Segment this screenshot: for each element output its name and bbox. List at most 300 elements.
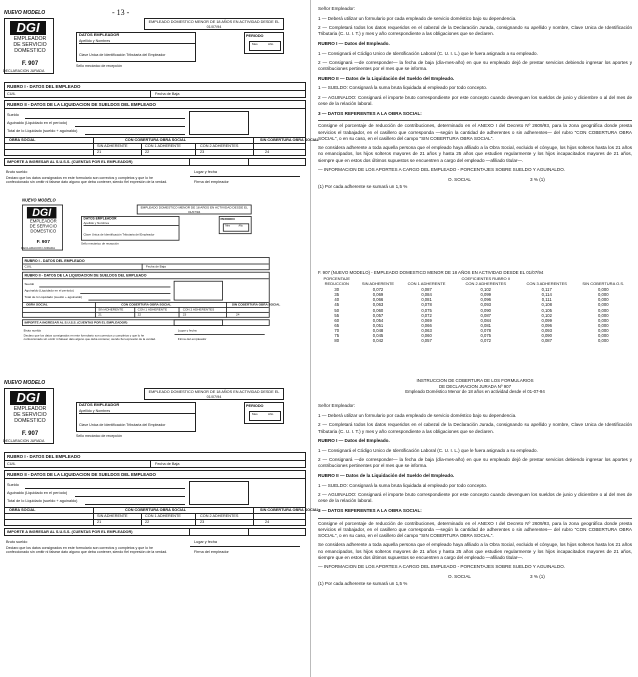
rubro1-p1: 1 — Consignará el Código Unico de Identificación Laboral (C. U. I. L.) que le fuera asignado a su empleado. (318, 50, 538, 56)
rule (75, 126, 185, 127)
form-title: EMPLEADO DOMESTICO MENOR DE 18 AÑOS EN ACTIVIDAD DESDE EL 01/07/94 (137, 205, 252, 215)
instructions-bottom (318, 378, 632, 591)
table-cell: 40 (334, 297, 340, 303)
period-mes: Mes (225, 224, 231, 228)
bottom-heading-1: INSTRUCCION DE COBERTURA DE LOS FORMULARIOS (416, 378, 534, 383)
rule (190, 546, 300, 547)
table-cell: 0,060 (372, 307, 384, 313)
table-cell: 0,093 (480, 302, 492, 308)
table-cell: 0,111 (541, 297, 552, 303)
rubro1-box (4, 452, 306, 468)
rubro2-p1: 1 — SUELDO: Consignará la suma bruta liquidada al empleado por todo concepto. (318, 85, 488, 91)
datos-title: DATOS EMPLEADOR (83, 216, 117, 221)
con-1-label: CON 1 ADHERENTE (145, 514, 181, 518)
apellido-field[interactable]: Apellido y Nombres (79, 39, 195, 44)
rule (75, 496, 185, 497)
rule (25, 488, 185, 489)
total-field[interactable]: Total de lo Liquidado (sueldo + aguinaldo) (7, 499, 78, 503)
con-1-label: CON 1 ADHERENTE (137, 307, 168, 312)
table-cell: 0,084 (421, 292, 432, 298)
instruction-p2: 2 — Completará todos los datos requeridos en el cabezal de la Declaración Jurada, consignando su apellido y nombre, Clave Unica de Identificación Tributaria (C. U. I. T.) y mes y año correspondiente a las obligaciones que se declaren. (318, 25, 632, 37)
instruction-p1: 1 — Deberá utilizar un formulario por cada empleado de servicio doméstico bajo su dependencia. (318, 15, 517, 21)
bottom-heading-3: Empleado Doméstico Menor de 18 años en actividad desde el 01-07-94 (405, 389, 545, 395)
rule (150, 90, 151, 98)
b-obra-social-p2: Se considera adherente a toda aquella persona que el empleado haya afiliado a la Obra Social, excluido el cónyuge, los hijos solteros hasta los 21 años no emancipados, los hijos solteros mayores de 21 años y hasta 25 años que estudien regularmente y los hijos incapacitados mayores de 21 años, siempre que en estos dos últimos supuestos se encuentren a cargo del empleado —afiliado titular—. (318, 542, 632, 560)
table-cell: 65 (334, 322, 340, 328)
rule (85, 134, 185, 135)
rule (5, 519, 305, 520)
rule (93, 137, 94, 156)
period-field[interactable] (223, 223, 249, 231)
period-box (244, 32, 284, 54)
aguinaldo-field[interactable]: Aguinaldo (Liquidado en el período) (7, 491, 68, 495)
b-footnote: (1) Por cada adherente se sumará un 1,5 % (318, 580, 408, 586)
table-cell: 0,081 (480, 322, 492, 328)
obra-social-label: OBRA SOCIAL (9, 508, 36, 512)
importe-amount[interactable] (189, 528, 249, 536)
rule (80, 293, 170, 294)
total-field[interactable]: Total de lo Liquidado (sueldo + aguinaldo) (7, 129, 78, 133)
sin-cobertura-label: SIN COBERTURA OBRA SOCIAL (231, 302, 281, 307)
cuit-field[interactable]: Clave Unica de Identificación Tributaria del Empleador (83, 233, 155, 237)
table-cell: 0,000 (598, 287, 609, 293)
datos-empleador-box (81, 216, 179, 241)
table-cell: 0,087 (541, 338, 552, 344)
firma-empleador-label: Firma del empleador (177, 337, 207, 341)
table-cell: 0,102 (541, 312, 552, 318)
period-anio: Año (268, 42, 274, 46)
code-23[interactable]: 23 (182, 312, 187, 317)
rule (142, 264, 143, 271)
logo-line: DE SERVICIO (13, 411, 47, 418)
importe-amount[interactable] (189, 158, 249, 166)
rubro2-box (4, 470, 319, 526)
table-cell: 0,108 (541, 302, 552, 308)
period-mes: Mes (252, 42, 258, 46)
table-cell: 0,066 (372, 297, 384, 303)
b-os-label: O. SOCIAL (448, 573, 471, 579)
dgi-logo-mark: DGI (27, 207, 57, 218)
importe-box (4, 158, 306, 166)
table-cell: 0,000 (598, 338, 609, 344)
nuevo-modelo-label: NUEVO MODELO (4, 10, 46, 16)
os-value: 3 % (1) (530, 176, 545, 182)
period-field[interactable] (249, 411, 281, 421)
rubro1-title: RUBRO I - DATOS DEL EMPLEADO (7, 84, 81, 89)
importe-label: IMPORTE A INGRESAR AL S.U.S.S. (CUENTAS POR EL EMPLEADOR) (24, 321, 128, 325)
con-2-label: CON 2 ADHERENTES (182, 307, 215, 312)
con-cobertura-label: CON COBERTURA OBRA SOCIAL (121, 302, 172, 307)
code-21[interactable]: 21 (97, 150, 102, 154)
rule (141, 513, 142, 526)
form-header (4, 388, 306, 450)
rule (88, 300, 170, 301)
table-cell: 0,057 (421, 338, 432, 344)
rubro2-title: RUBRO II - DATOS DE LA LIQUIDACION DE SUELDOS DEL EMPLEADO (24, 273, 147, 278)
table-cell: 0,099 (480, 292, 492, 298)
rule (5, 478, 305, 479)
rule (195, 143, 196, 156)
rule (85, 504, 185, 505)
rule (5, 108, 305, 109)
cuil-field[interactable]: CUIL (7, 92, 16, 96)
table-cell: COEFICIENTES RUBRO II (461, 276, 510, 282)
b-salutation: Señor Empleador: (318, 403, 356, 409)
rule (226, 302, 227, 318)
code-22[interactable]: 22 (145, 150, 150, 154)
table-cell: 0,060 (421, 333, 432, 339)
table-cell: 0,069 (421, 317, 432, 323)
code-23[interactable]: 23 (200, 520, 205, 524)
form-number: F. 907 (21, 431, 39, 437)
table-cell: 0,072 (480, 338, 492, 344)
obra-social-p2: Se considera adherente a toda aquella persona que el empleado haya afiliado a la Obra Social, excluido el cónyuge, los hijos solteros hasta los 21 años no emancipados, los hijos solteros mayores de 21 años y hasta 25 años que estudien regularmente y los hijos incapacitados mayores de 21 años, siempre que en estos dos últimos supuestos se encuentren a cargo del empleado —afiliado titular—. (318, 145, 632, 163)
table-cell: 30 (334, 287, 340, 293)
sueldo-field[interactable]: Sueldo (7, 483, 19, 487)
total-field[interactable]: Total de lo Liquidado (sueldo + aguinaldo) (24, 295, 83, 299)
b-rubro2-p1: 1 — SUELDO: Consignará la suma bruta liquidada al empleado por todo concepto. (318, 482, 488, 488)
coef-table-title: F. 907 (NUEVO MODELO) - EMPLEADO DOMESTICO MENOR DE 18 AÑOS EN ACTIVIDAD DESDE EL 01/07/94 (318, 270, 544, 275)
bruto-field[interactable]: Bruto sueldo (6, 170, 28, 174)
table-cell: 0,057 (372, 312, 384, 318)
bottom-heading-2: DE DECLARACION JURADA Nº 907 (438, 383, 512, 389)
period-label: PERIODO (220, 217, 235, 221)
table-header-row (318, 282, 632, 287)
sello-label: Sello mecánico de recepción (76, 434, 122, 438)
table-cell: REDUCCION (324, 281, 349, 287)
table-cell: 0,000 (598, 312, 609, 318)
code-24[interactable]: 24 (265, 520, 270, 524)
b-obra-social-box (318, 518, 632, 588)
lugar-fecha-label: Lugar y fecha (194, 170, 218, 174)
table-cell: 55 (334, 312, 340, 318)
sin-cobertura-label: SIN COBERTURA OBRA SOCIAL (260, 138, 319, 142)
table-cell: SIN ADHERENTE (361, 281, 395, 287)
apellido-field[interactable]: Apellido y Nombres (84, 222, 179, 226)
table-cell: 0,051 (372, 322, 384, 328)
table-cell: 0,087 (480, 312, 492, 318)
rule (150, 460, 151, 468)
obra-social-label: OBRA SOCIAL (26, 302, 48, 307)
table-cell: 0,117 (541, 287, 552, 293)
dgi-logo (4, 18, 54, 74)
form-title: EMPLEADO DOMESTICO MENOR DE 18 AÑOS EN ACTIVIDAD DESDE EL 01/07/94 (144, 388, 284, 400)
table-cell: 0,000 (598, 317, 609, 323)
logo-line: DOMESTICO (14, 417, 46, 424)
b-instruction-p2: 2 — Completará todos los datos requeridos en el cabezal de la Declaración Jurada, consignando su apellido y nombre, Clave Unica de Identificación Tributaria (C. U. I. T.) y mes y año correspondiente a las obligaciones que se declaren. (318, 422, 632, 434)
table-cell: 0,066 (421, 322, 432, 328)
logo-line: DE SERVICIO (29, 224, 57, 230)
rubro2-p2: 2 — AGUINALDO: Consignará el importe bruto correspondiente por este concepto cuando devenguen los sueldos de junio y diciembre o al del mes de cese de la relación laboral. (318, 95, 632, 107)
table-cell: 0,000 (598, 307, 609, 313)
rule (93, 507, 94, 526)
declaracion-text: Declaro que los datos consignados en este formulario son correctos y completos y que lo he confeccionado sin omitir ni falsear dato alguno que deba contener, siendo fiel expresión de la verdad. (23, 334, 156, 341)
logo-line: DOMESTICO (30, 229, 57, 235)
sin-adherente-label: SIN ADHERENTE (97, 144, 128, 148)
table-cell: 50 (334, 307, 340, 313)
table-cell: 0,096 (541, 322, 552, 328)
column-divider (310, 0, 311, 677)
importe-label: IMPORTE A INGRESAR AL S.U.S.S. (CUENTAS POR EL EMPLEADOR) (7, 530, 133, 534)
logo-line: DOMESTICO (14, 47, 46, 54)
table-cell: 0,114 (541, 292, 552, 298)
form-title: EMPLEADO DOMESTICO MENOR DE 18 AÑOS EN ACTIVIDAD DESDE EL 01/07/94 (144, 18, 284, 30)
obra-social-p1: Consigne el porcentaje de reducción de contribuciones, determinado en el ANEXO I del Decreto Nº 2609/93, para la zona geográfica donde presta servicios el trabajador, en el casillero que corresponda —según la cantidad de adherentes o sin adherentes— del rubro "CON COBERTURA OBRA SOCIAL", o en su caso, en el casillero del campo "SIN COBERTURA OBRA SOCIAL". (318, 123, 632, 141)
table-cell: 0,000 (598, 328, 609, 334)
lugar-fecha-label: Lugar y fecha (194, 540, 218, 544)
rule (5, 90, 305, 91)
code-24[interactable]: 24 (265, 150, 270, 154)
rule (253, 137, 254, 156)
logo-lines (24, 220, 62, 235)
period-box (219, 216, 252, 234)
rubro2-heading: RUBRO II — Datos de la Liquidación del Sueldo del Empleado. (318, 75, 455, 81)
logo-lines (7, 37, 53, 55)
cuit-field[interactable]: Clave Unica de Identificación Tributaria del Empleador (79, 423, 166, 427)
code-21[interactable]: 21 (98, 312, 102, 317)
datos-title: DATOS EMPLEADOR (79, 32, 120, 37)
logo-lines (7, 407, 53, 425)
table-cell: CON 3 ADHERENTES (526, 281, 567, 287)
logo-line: EMPLEADOR (13, 406, 47, 412)
importe-label: IMPORTE A INGRESAR AL S.U.S.S. (CUENTAS POR EL EMPLEADOR) (7, 160, 133, 164)
rubro1-p2: 2 — Consignará —de corresponder— la fecha de baja (día-mes-año) en que su empleado dejó de prestar servicios debiendo ingresar los aportes y contribuciones pertinentes por el mes que se informa. (318, 60, 632, 72)
table-cell: 60 (334, 317, 340, 323)
b-rubro2-p2: 2 — AGUINALDO: Consignará el importe bruto correspondiente por este concepto cuando devenguen los sueldos de junio y diciembre o al del mes de cese de la relación laboral. (318, 492, 632, 504)
rubro1-heading: RUBRO I — Datos del Empleado. (318, 40, 390, 46)
table-cell: 0,072 (372, 287, 384, 293)
fecha-baja-field[interactable]: Fecha de Baja (155, 92, 180, 96)
table-cell: 0,000 (598, 292, 609, 298)
dgi-logo (22, 205, 63, 251)
declaracion-text: Declaro que los datos consignados en este formulario son correctos y completos y que lo he confeccionado sin omitir ni falsear dato alguno que deba contener, siendo fiel expresión de la verdad. (6, 176, 168, 185)
table-cell: 0,105 (541, 307, 552, 313)
footnote: (1) Por cada adherente se sumará un 1,5 % (318, 183, 408, 189)
importe-amount[interactable] (174, 319, 223, 326)
sin-adherente-label: SIN ADHERENTE (97, 514, 128, 518)
nuevo-modelo-label: NUEVO MODELO (22, 198, 56, 203)
os-line (318, 177, 632, 184)
fecha-baja-field[interactable]: Fecha de Baja (155, 462, 180, 466)
aguinaldo-field[interactable]: Aguinaldo (Liquidado en el período) (7, 121, 68, 125)
instructions-top (318, 6, 632, 193)
table-cell: 0,096 (480, 297, 492, 303)
aguinaldo-field[interactable]: Aguinaldo (Liquidado en el período) (24, 289, 74, 293)
rule (195, 513, 196, 526)
table-cell: CON 1 ADHERENTE (407, 281, 446, 287)
cuil-field[interactable]: CUIL (24, 265, 32, 269)
table-cell: 0,000 (598, 322, 609, 328)
rubro1-box (22, 257, 270, 270)
period-field[interactable] (249, 41, 281, 51)
period-label: PERIODO (246, 404, 264, 408)
rule (39, 287, 170, 288)
table-cell: 80 (334, 338, 340, 344)
obra-social-label: OBRA SOCIAL (9, 138, 36, 142)
table-cell: 0,078 (480, 328, 492, 334)
dgi-logo (4, 388, 54, 444)
rule (5, 149, 305, 150)
table-cell: 0,093 (541, 328, 552, 334)
table-cell: 0,075 (480, 333, 492, 339)
table-cell: 0,099 (541, 317, 552, 323)
table-cell: 70 (334, 328, 340, 334)
bruto-field[interactable]: Bruto sueldo (23, 329, 42, 333)
amount-box[interactable] (189, 111, 249, 135)
importe-box (22, 319, 270, 326)
con-cobertura-label: CON COBERTURA OBRA SOCIAL (125, 138, 187, 142)
rule (134, 307, 135, 318)
datos-title: DATOS EMPLEADOR (79, 402, 120, 407)
table-cell: 0,069 (372, 292, 384, 298)
table-cell: 0,000 (598, 333, 609, 339)
cuil-field[interactable]: CUIL (7, 462, 16, 466)
declaracion-label: DECLARACION JURADA (21, 246, 56, 250)
rule (95, 302, 96, 318)
rubro2-title: RUBRO II - DATOS DE LA LIQUIDACION DE SUELDOS DEL EMPLEADO (7, 102, 156, 107)
logo-line: EMPLEADOR (29, 219, 57, 225)
period-label: PERIODO (246, 34, 264, 38)
rule (25, 118, 185, 119)
table-cell: 0,081 (421, 297, 432, 303)
dgi-logo-mark: DGI (10, 21, 46, 35)
table-cell: 0,102 (480, 287, 492, 293)
dgi-logo-mark: DGI (10, 391, 46, 405)
aportes-heading: — INFORMACION DE LOS APORTES A CARGO DEL EMPLEADO - PORCENTAJES SOBRE SUELDO Y AGUINALDO. (318, 167, 566, 173)
salutation: Señor Empleador: (318, 6, 356, 11)
code-23[interactable]: 23 (200, 150, 205, 154)
page-number: - 13 - (112, 8, 130, 17)
cuit-field[interactable]: Clave Unica de Identificación Tributaria del Empleador (79, 53, 166, 57)
rubro2-title: RUBRO II - DATOS DE LA LIQUIDACION DE SUELDOS DEL EMPLEADO (7, 472, 156, 477)
firma-empleador-label: Firma del empleador (194, 550, 229, 554)
rubro1-title: RUBRO I - DATOS DEL EMPLEADO (24, 258, 85, 263)
b-instruction-p1: 1 — Deberá utilizar un formulario por cada empleado de servicio doméstico bajo su dependencia. (318, 412, 517, 418)
table-cell: 0,072 (421, 312, 432, 318)
form-number: F. 907 (36, 239, 51, 245)
datos-empleador-box (76, 32, 196, 62)
table-cell: PORCENTAJE (323, 276, 351, 282)
b-obra-social-p1: Consigne el porcentaje de reducción de contribuciones, determinado en el ANEXO I del Decreto Nº 2609/93, para la zona geográfica donde presta servicios el trabajador, en el casillero que corresponda —según la cantidad de adherentes o sin adherentes— del rubro "CON COBERTURA OBRA SOCIAL", o en su caso, en el casillero del campo "SIN COBERTURA OBRA SOCIAL". (318, 520, 632, 538)
form-header (22, 205, 270, 256)
apellido-field[interactable]: Apellido y Nombres (79, 409, 195, 414)
coefficient-section (318, 270, 632, 343)
b-aportes-heading: — INFORMACION DE LOS APORTES A CARGO DEL EMPLEADO - PORCENTAJES SOBRE SUELDO Y AGUINALDO. (318, 564, 566, 570)
datos-empleador-box (76, 402, 196, 432)
table-cell: 45 (334, 302, 340, 308)
table-cell: 0,000 (598, 302, 609, 308)
table-cell: 0,084 (480, 317, 492, 323)
rubro2-box (22, 272, 281, 318)
table-row (318, 338, 632, 343)
con-1-label: CON 1 ADHERENTE (145, 144, 181, 148)
rubro2-p3: 3 — DATOS REFERENTES A LA OBRA SOCIAL: (318, 110, 422, 116)
code-24[interactable]: 24 (236, 312, 240, 317)
table-cell: 0,063 (372, 302, 384, 308)
lugar-fecha-label: Lugar y fecha (177, 329, 197, 333)
table-cell: 0,054 (372, 317, 384, 323)
rule (23, 278, 269, 279)
sello-label: Sello mecánico de recepción (76, 64, 122, 68)
sueldo-field[interactable]: Sueldo (7, 113, 19, 117)
b-rubro1-p1: 1 — Consignará el Código Unico de Identificación Laboral (C. U. I. L.) que le fuera asignado a su empleado. (318, 447, 538, 453)
table-cell: 0,045 (372, 333, 384, 339)
table-cell: 0,078 (421, 302, 432, 308)
form-number: F. 907 (21, 61, 39, 67)
firma-empleador-label: Firma del empleador (194, 180, 229, 184)
amount-box[interactable] (174, 281, 223, 301)
period-mes: Mes (252, 412, 258, 416)
rubro2-box (4, 100, 319, 156)
importe-box (4, 528, 306, 536)
b-rubro1-heading: RUBRO I — Datos del Empleado. (318, 438, 390, 444)
con-cobertura-label: CON COBERTURA OBRA SOCIAL (125, 508, 187, 512)
coefficient-table (318, 277, 632, 343)
table-cell: SIN COBERTURA O.S. (582, 281, 625, 287)
rule (5, 460, 305, 461)
code-21[interactable]: 21 (97, 520, 102, 524)
sueldo-field[interactable]: Sueldo (24, 282, 35, 286)
period-anio: Año (268, 412, 274, 416)
rule (175, 334, 265, 335)
declaracion-label: DECLARACION JURADA (3, 69, 45, 73)
declaracion-label: DECLARACION JURADA (3, 439, 45, 443)
table-cell: 0,000 (598, 297, 609, 303)
rubro1-title: RUBRO I - DATOS DEL EMPLEADO (7, 454, 81, 459)
rubro1-box (4, 82, 306, 98)
rule (23, 312, 269, 313)
b-os-line (318, 574, 632, 581)
b-rubro2-p3: 3 — DATOS REFERENTES A LA OBRA SOCIAL: (318, 507, 422, 513)
table-cell: 0,042 (372, 338, 384, 344)
declaracion-text: Declaro que los datos consignados en este formulario son correctos y completos y que lo he confeccionado sin omitir ni falsear dato alguno que deba contener, siendo fiel expresión de la verdad. (6, 546, 168, 555)
nuevo-modelo-label: NUEVO MODELO (4, 380, 46, 386)
amount-box[interactable] (189, 481, 249, 505)
sin-adherente-label: SIN ADHERENTE (98, 307, 124, 312)
b-rubro2-heading: RUBRO II — Datos de la Liquidación del Sueldo del Empleado. (318, 473, 455, 478)
form-header (4, 18, 306, 80)
os-label: O. SOCIAL (448, 176, 471, 182)
table-cell: 0,087 (421, 287, 432, 293)
table-cell: 0,063 (421, 328, 432, 334)
code-22[interactable]: 22 (137, 312, 142, 317)
b-rubro1-p2: 2 — Consignará —de corresponder— la fecha de baja (día-mes-año) en que su empleado dejó de prestar servicios debiendo ingresar los aportes y contribuciones pertinentes por el mes que se informa. (318, 457, 632, 469)
logo-line: EMPLEADOR (13, 36, 47, 42)
period-anio: Año (238, 224, 243, 228)
table-cell: 0,090 (480, 307, 492, 313)
table-cell: CON 2 ADHERENTES (465, 281, 506, 287)
table-cell: 0,048 (372, 328, 384, 334)
rule (141, 143, 142, 156)
table-cell: 0,075 (421, 307, 432, 313)
period-box (244, 402, 284, 424)
obra-social-box (318, 120, 632, 190)
logo-line: DE SERVICIO (13, 41, 47, 48)
fecha-baja-field[interactable]: Fecha de Baja (145, 265, 166, 269)
bruto-field[interactable]: Bruto sueldo (6, 540, 28, 544)
b-os-value: 3 % (1) (530, 573, 545, 579)
table-cell: 0,090 (541, 333, 552, 339)
rule (179, 307, 180, 318)
sin-cobertura-label: SIN COBERTURA OBRA SOCIAL (260, 508, 319, 512)
rule (253, 507, 254, 526)
con-2-label: CON 2 ADHERENTES (200, 144, 239, 148)
con-2-label: CON 2 ADHERENTES (200, 514, 239, 518)
code-22[interactable]: 22 (145, 520, 150, 524)
sello-label: Sello mecánico de recepción (81, 242, 119, 246)
table-cell: 75 (334, 333, 340, 339)
rule (190, 176, 300, 177)
